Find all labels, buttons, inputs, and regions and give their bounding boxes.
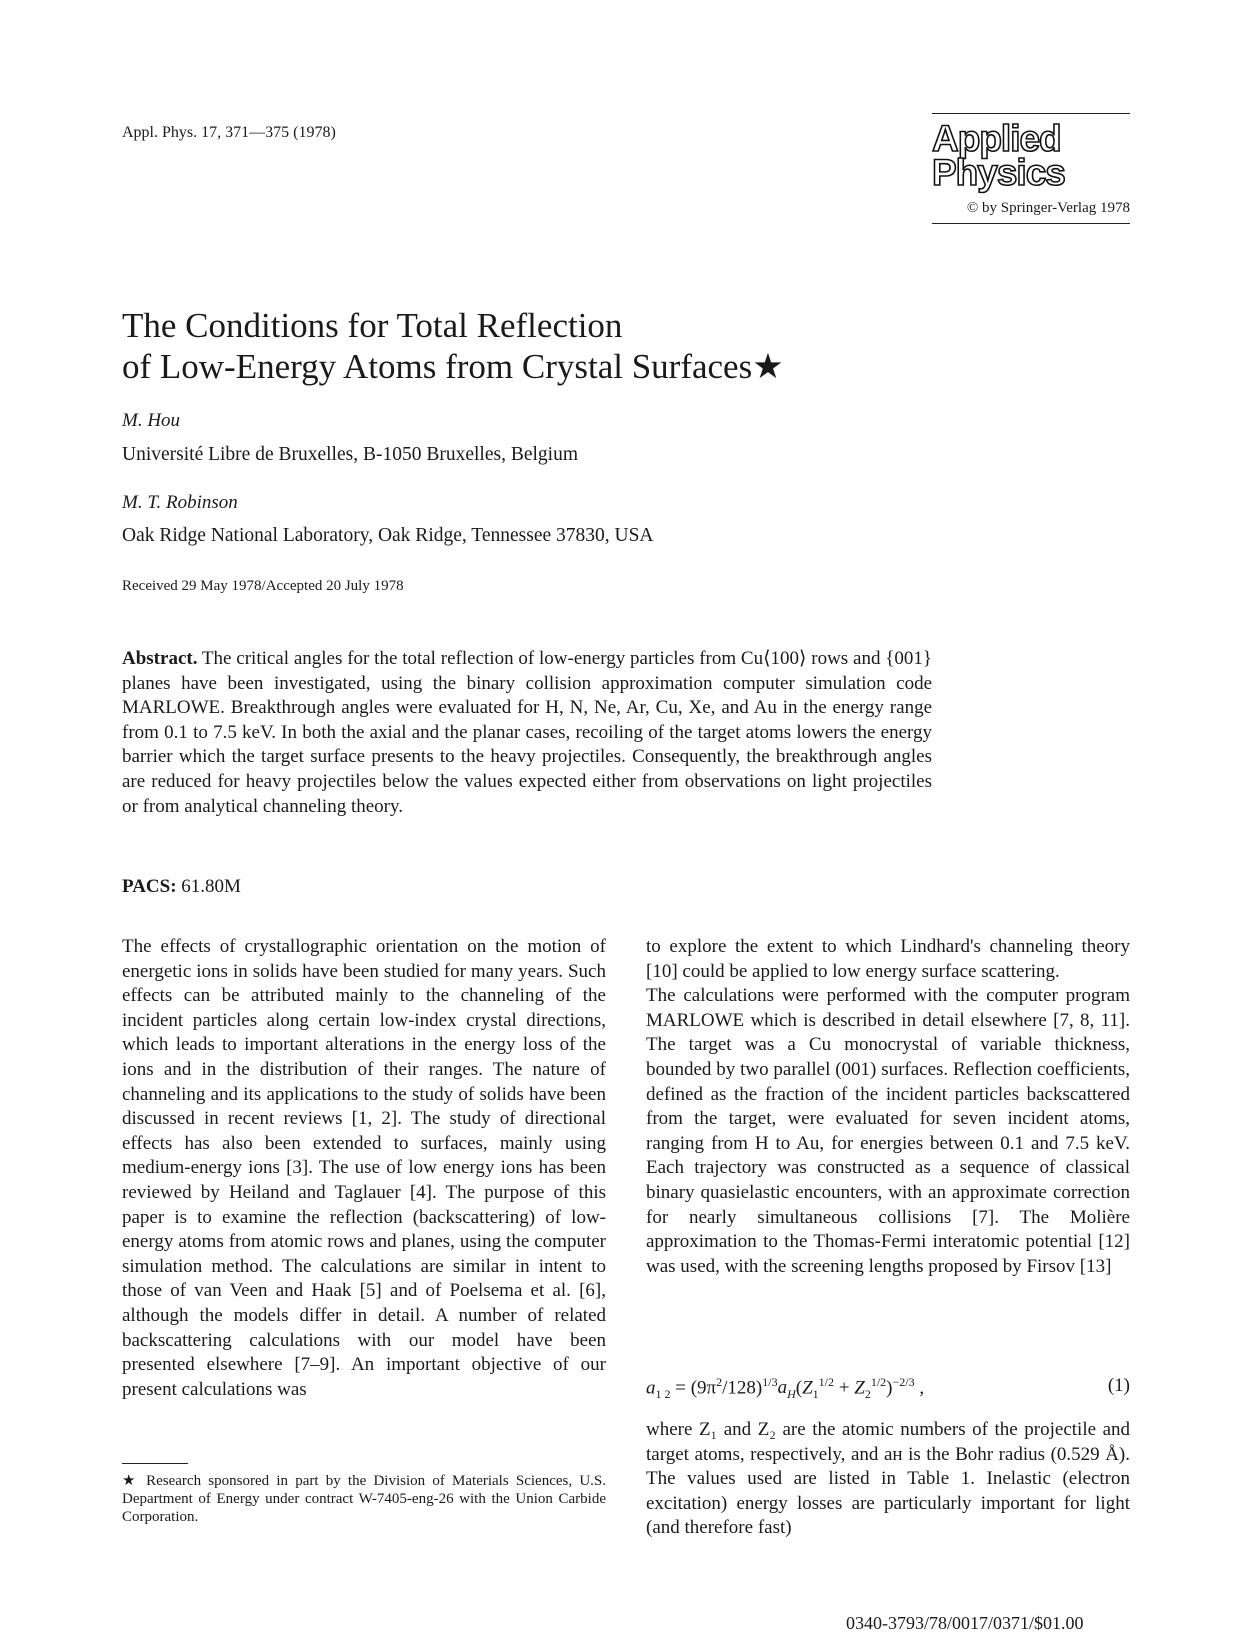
title-line-1: The Conditions for Total Reflection bbox=[122, 306, 623, 345]
equation-body: $a_{1 2} = (9\pi^2/128)^{1/3}a_H(Z_1^{1/2} + Z_2^{1/2})^{-2/3}$ , bbox=[646, 1375, 925, 1402]
logo-word-applied: Applied bbox=[932, 118, 1061, 159]
footnote: ★ Research sponsored in part by the Division of Materials Sciences, U.S. Department of Energy under contract W-7405-eng-26 with the Union Carbide Corporation. bbox=[122, 1473, 606, 1525]
author-name: M. T. Robinson bbox=[122, 492, 238, 513]
equation-number: (1) bbox=[1107, 1375, 1130, 1396]
logo-bottom-rule bbox=[932, 223, 1130, 224]
title-line-2: of Low-Energy Atoms from Crystal Surfaces bbox=[122, 347, 753, 386]
received-dates: Received 29 May 1978/Accepted 20 July 1978 bbox=[122, 578, 404, 594]
copyright-notice: © by Springer-Verlag 1978 bbox=[966, 200, 1130, 216]
logo-top-rule bbox=[932, 113, 1130, 114]
body-paragraph: to explore the extent to which Lindhard's channeling theory [10] could be applied to low energy surface scattering. bbox=[646, 936, 1130, 982]
title-footnote-marker: ★ bbox=[752, 347, 784, 386]
body-paragraph: The calculations were performed with the computer program MARLOWE which is described in detail elsewhere [7, 8, 11]. The target was a Cu monocrystal of variable thickness, bounded by two parallel (001) surfaces. Reflection coefficients, defined as the fraction of the incident particles backscattered from the target, were evaluated for seven incident atoms, ranging from H to Au, for energies between 0.1 and 7.5 keV. Each trajectory was constructed as a sequence of classical binary quasielastic encounters, with an approximate correction for nearly simultaneous collisions [7]. The Molière approximation to the Thomas-Fermi interatomic potential [12] was used, with the screening lengths proposed by Firsov [13] bbox=[646, 985, 1130, 1277]
pacs-code bbox=[122, 876, 241, 898]
author-name: M. Hou bbox=[122, 410, 181, 431]
pacs-label: PACS: bbox=[122, 876, 177, 897]
body-left-column: The effects of crystallographic orientation on the motion of energetic ions in solids have been studied for many years. Such effects can be attributed mainly to the channeling of the incident particles along certain low-index crystal directions, which leads to important alterations in the energy loss of the ions and in the distribution of their ranges. The nature of channeling and its applications to the study of solids have been discussed in recent reviews [1, 2]. The study of directional effects has also been extended to surfaces, mainly using medium-energy ions [3]. The use of low energy ions has been reviewed by Heiland and Taglauer [4]. The purpose of this paper is to examine the reflection (backscattering) of low-energy atoms from atomic rows and planes, using the computer simulation method. The calculations are similar in intent to those of van Veen and Haak [5] and of Poelsema et al. [6], although the models differ in detail. A number of related backscattering calculations with our model have been presented elsewhere [7–9]. An important objective of our present calculations was bbox=[122, 936, 606, 1400]
pacs-value: 61.80M bbox=[181, 876, 241, 897]
page-code: 0340-3793/78/0017/0371/$01.00 bbox=[846, 1613, 1084, 1633]
logo-word-physics: Physics bbox=[932, 152, 1065, 193]
author-affiliation: Oak Ridge National Laboratory, Oak Ridge, Tennessee 37830, USA bbox=[122, 525, 654, 546]
journal-logo bbox=[932, 113, 1130, 224]
body-right-column bbox=[646, 935, 1130, 1279]
paper-title bbox=[122, 305, 784, 387]
journal-citation: Appl. Phys. 17, 371—375 (1978) bbox=[122, 124, 336, 141]
body-paragraph: where Z₁ and Z₂ are the atomic numbers of the projectile and target atoms, respectively, and aʜ is the Bohr radius (0.529 Å). The values used are listed in Table 1. Inelastic (electron excitation) energy losses are particularly important for light (and therefore fast) bbox=[646, 1419, 1130, 1539]
abstract-text: The critical angles for the total reflection of low-energy particles from Cu⟨100⟩ rows and {001} planes have been investigated, using the binary collision approximation computer simulation code MARLOWE. Breakthrough angles were evaluated for H, N, Ne, Ar, Cu, Xe, and Au in the energy range from 0.1 to 7.5 keV. In both the axial and the planar cases, recoiling of the target atoms lowers the energy barrier which the target surface presents to the heavy projectiles. Consequently, the breakthrough angles are reduced for heavy projectiles below the values expected either from observations on light projectiles or from analytical channeling theory. bbox=[122, 648, 932, 817]
abstract-label: Abstract. bbox=[122, 648, 198, 669]
equation-1 bbox=[646, 1375, 1130, 1405]
author-affiliation: Université Libre de Bruxelles, B-1050 Bruxelles, Belgium bbox=[122, 444, 578, 465]
abstract bbox=[122, 647, 932, 819]
footnote-rule bbox=[122, 1463, 188, 1464]
